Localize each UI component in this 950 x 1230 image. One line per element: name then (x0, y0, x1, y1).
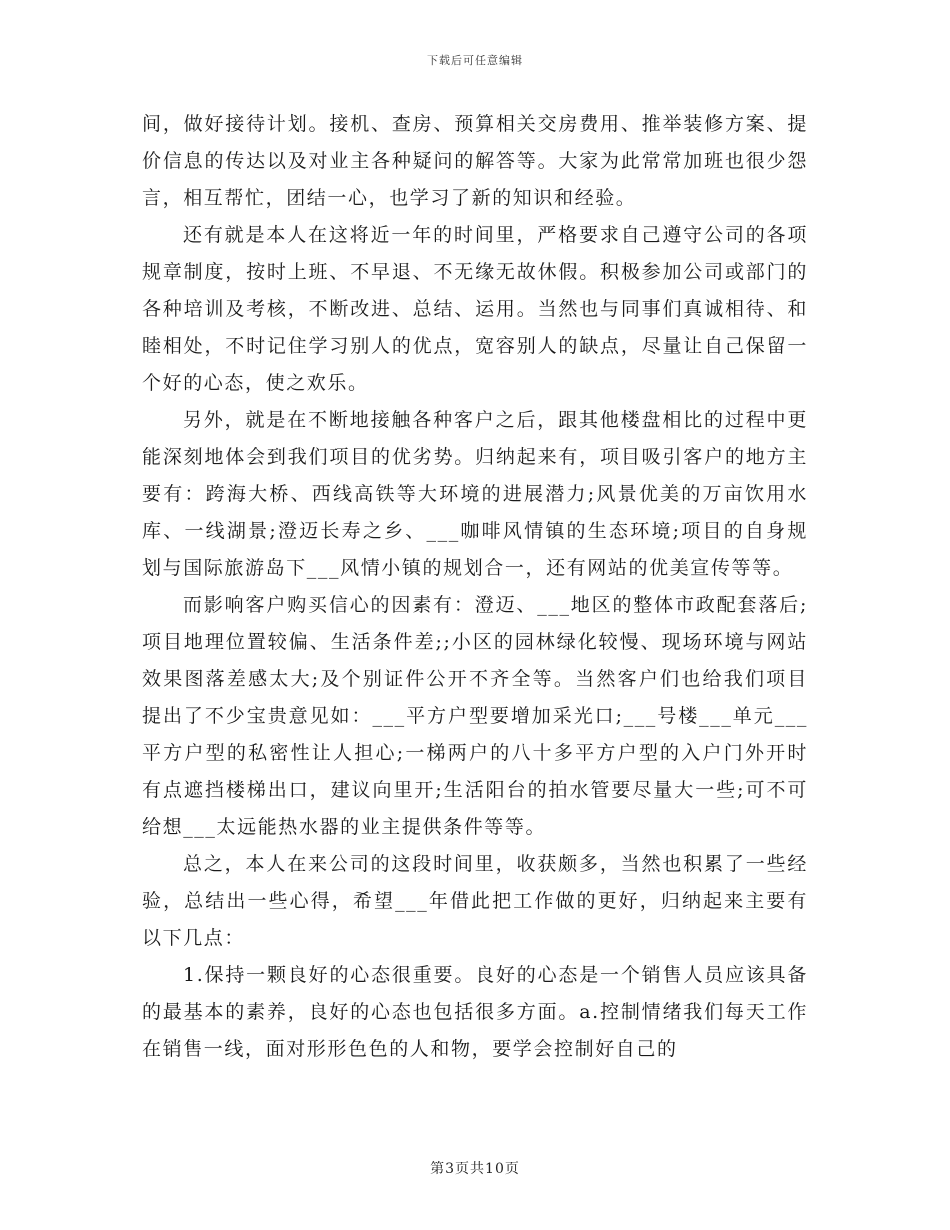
paragraph-advantages: 另外，就是在不断地接触各种客户之后，跟其他楼盘相比的过程中更能深刻地体会到我们项目的优劣势。归纳起来有，项目吸引客户的地方主要有：跨海大桥、西线高铁等大环境的进展潜力;风景优美的万亩饮用水库、一线湖景;澄迈长寿之乡、___咖啡风情镇的生态环境;项目的自身规划与国际旅游岛下___风情小镇的规划合一，还有网站的优美宣传等等。 (142, 409, 808, 579)
document-body (142, 106, 808, 1068)
page-number: 第3页共10页 (430, 1161, 520, 1177)
paragraph-summary: 总之，本人在来公司的这段时间里，收获颇多，当然也积累了一些经验，总结出一些心得，希望___年借此把工作做的更好，归纳起来主要有以下几点： (142, 853, 808, 949)
header-note: 下载后可任意编辑 (427, 54, 523, 67)
paragraph-continuation: 间，做好接待计划。接机、查房、预算相关交房费用、推举装修方案、提价信息的传达以及对业主各种疑问的解答等。大家为此常常加班也很少怨言，相互帮忙，团结一心，也学习了新的知识和经验。 (142, 113, 808, 209)
paragraph-rules: 还有就是本人在这将近一年的时间里，严格要求自己遵守公司的各项规章制度，按时上班、不早退、不无缘无故休假。积极参加公司或部门的各种培训及考核，不断改进、总结、运用。当然也与同事们真诚相待、和睦相处，不时记住学习别人的优点，宽容别人的缺点，尽量让自己保留一个好的心态，使之欢乐。 (142, 224, 808, 394)
paragraph-concerns: 而影响客户购买信心的因素有：澄迈、___地区的整体市政配套落后;项目地理位置较偏、生活条件差;;小区的园林绿化较慢、现场环境与网站效果图落差感太大;及个别证件公开不齐全等。当然客户们也给我们项目提出了不少宝贵意见如：___平方户型要增加采光口;___号楼___单元___平方户型的私密性让人担心;一梯两户的八十多平方户型的入户门外开时有点遮挡楼梯出口，建议向里开;生活阳台的拍水管要尽量大一些;可不可给想___太远能热水器的业主提供条件等等。 (142, 594, 808, 838)
paragraph-point-1: 1.保持一颗良好的心态很重要。良好的心态是一个销售人员应该具备的最基本的素养，良好的心态也包括很多方面。a.控制情绪我们每天工作在销售一线，面对形形色色的人和物，要学会控制好自己的 (142, 964, 808, 1060)
